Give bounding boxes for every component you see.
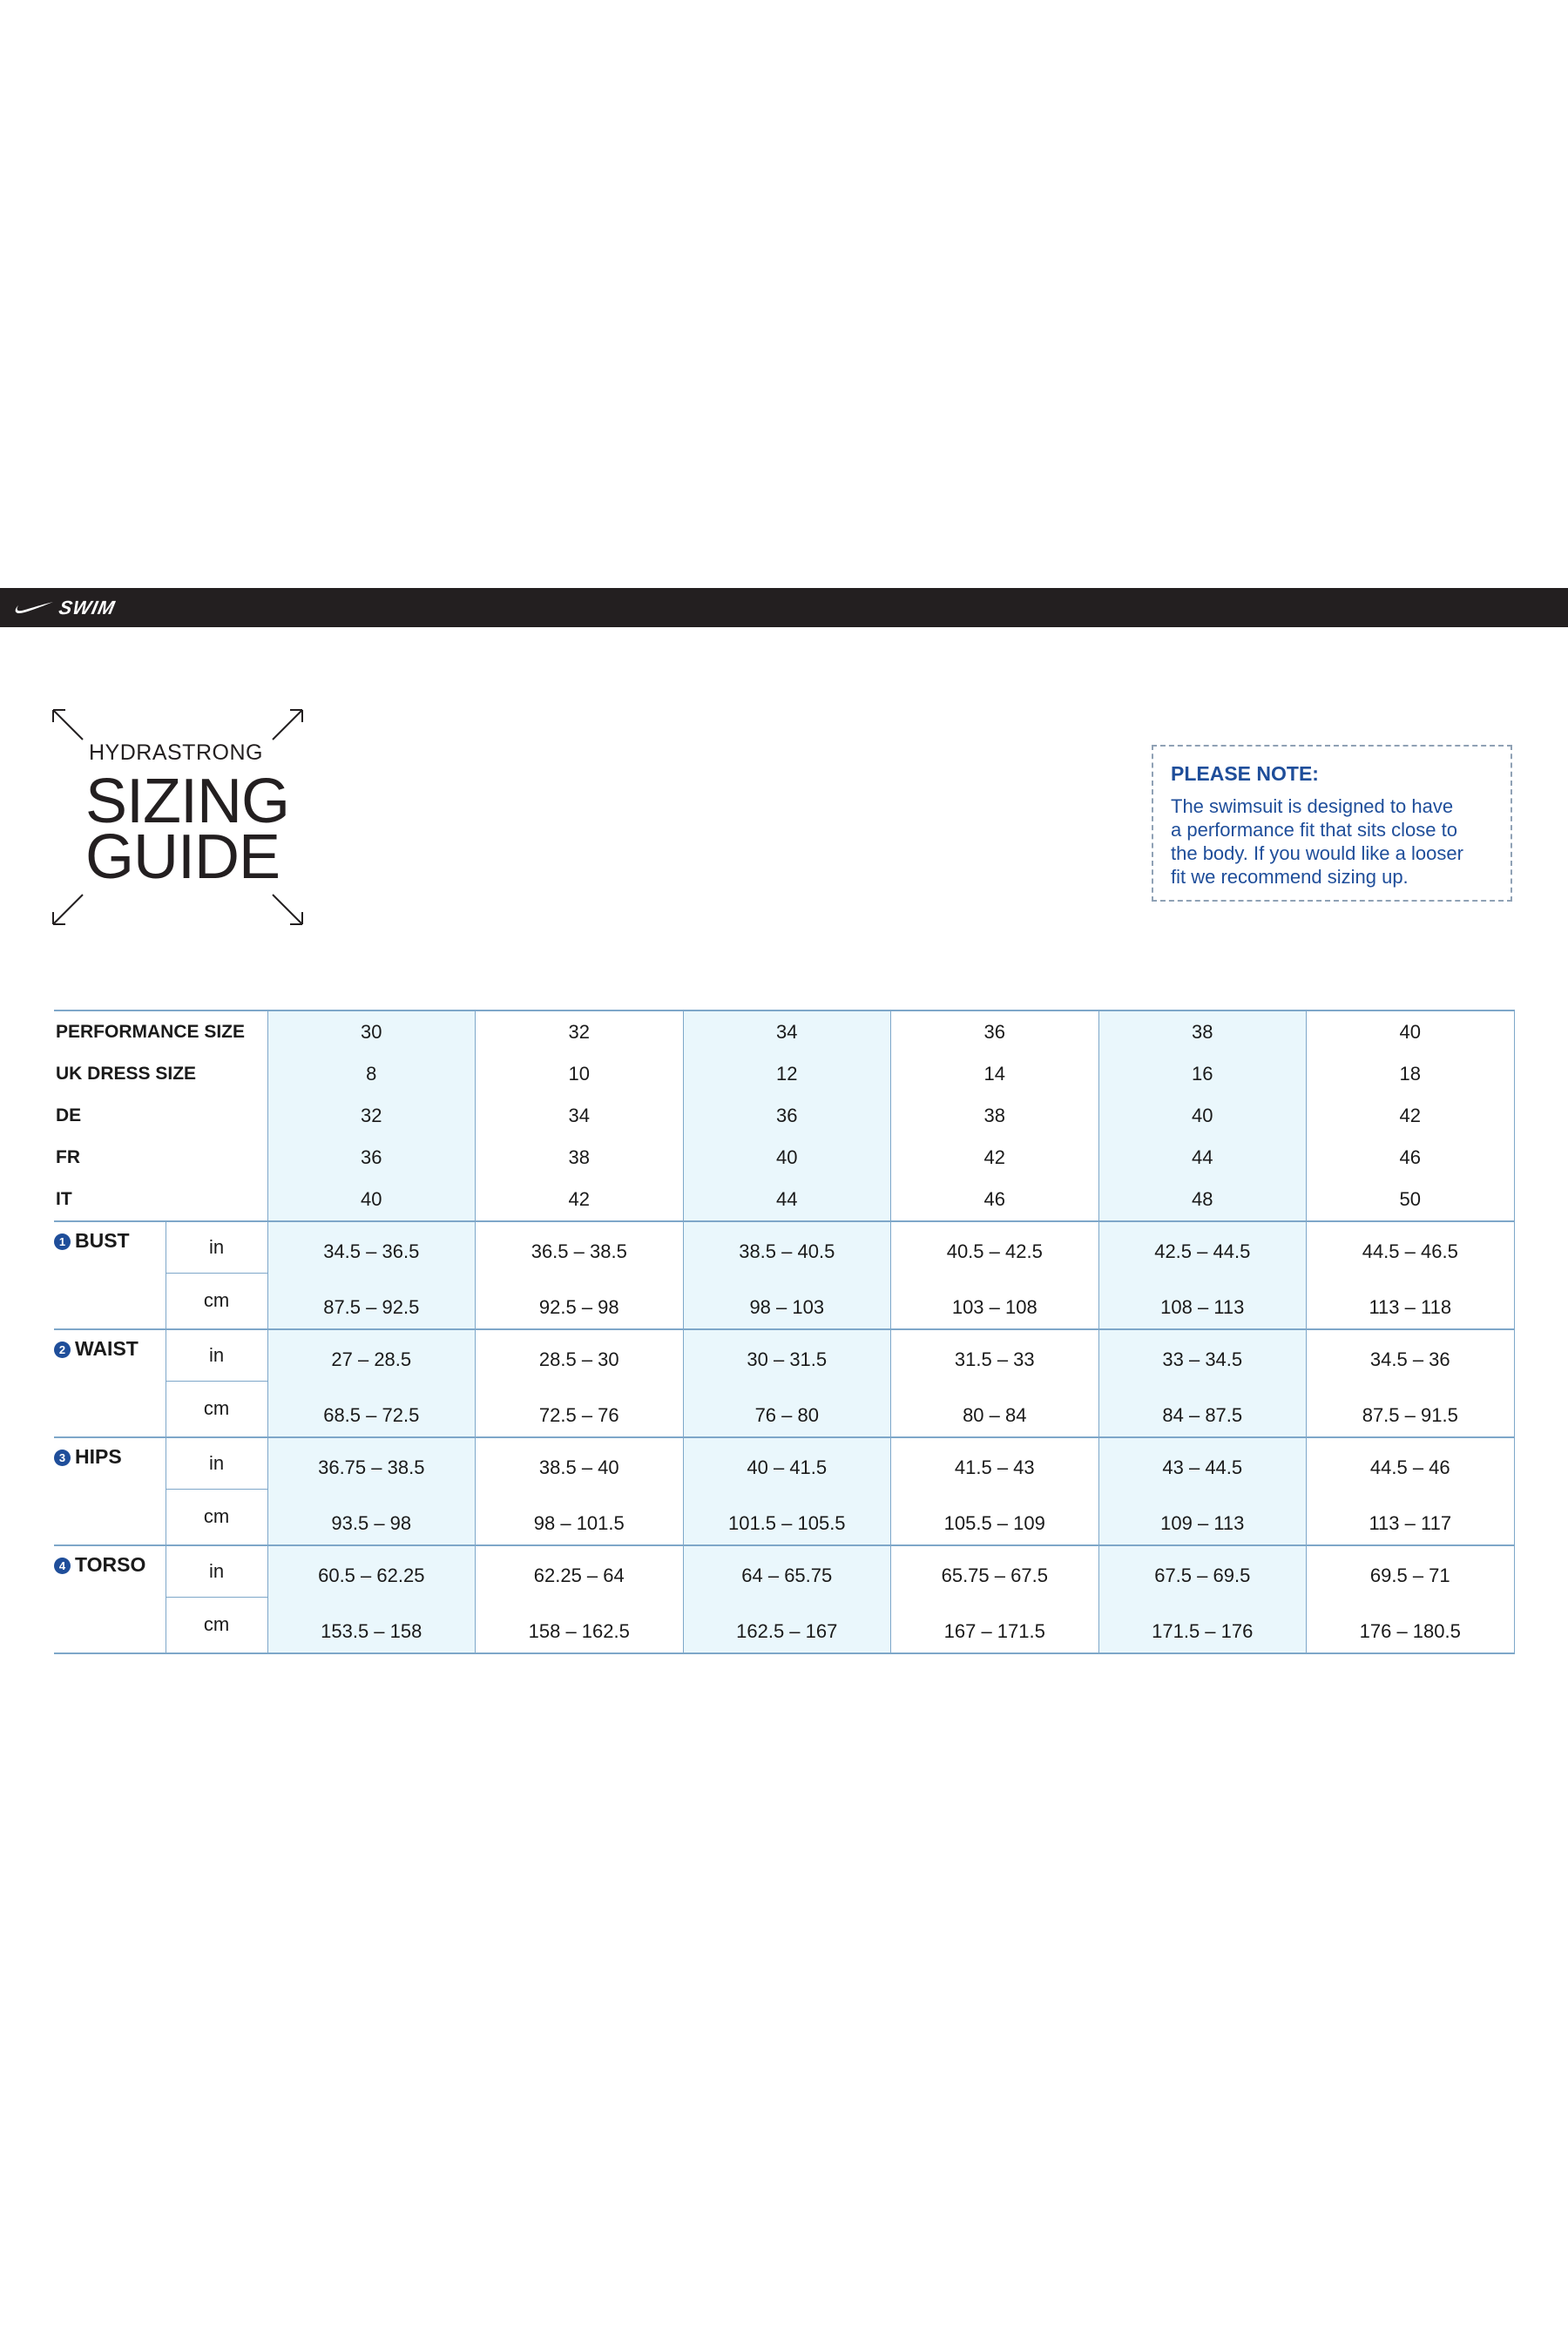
measurement-cell: 65.75 – 67.5	[891, 1545, 1099, 1597]
measurement-cell: 44.5 – 46	[1307, 1437, 1515, 1489]
size-cell: 34	[476, 1095, 684, 1137]
measurement-cell: 84 – 87.5	[1098, 1381, 1307, 1437]
size-cell: 12	[683, 1053, 891, 1095]
size-row-label: PERFORMANCE SIZE	[54, 1010, 267, 1053]
size-cell: 46	[1307, 1137, 1515, 1179]
measurement-label	[54, 1221, 166, 1329]
measurement-cell: 98 – 101.5	[476, 1489, 684, 1545]
measurement-cell: 33 – 34.5	[1098, 1329, 1307, 1381]
size-row-label: UK DRESS SIZE	[56, 1064, 197, 1084]
measurement-cell: 87.5 – 92.5	[267, 1273, 476, 1329]
size-cell: 44	[1098, 1137, 1307, 1179]
measurement-cell: 40 – 41.5	[683, 1437, 891, 1489]
measurement-cell: 80 – 84	[891, 1381, 1099, 1437]
measurement-cell: 93.5 – 98	[267, 1489, 476, 1545]
measurement-cell: 171.5 – 176	[1098, 1597, 1307, 1653]
note-line: The swimsuit is designed to have	[1171, 795, 1454, 817]
measurement-name: BUST	[75, 1229, 130, 1252]
measurement-number-badge: 3	[54, 1450, 71, 1466]
measurement-number-badge: 1	[54, 1233, 71, 1250]
measurement-cell: 64 – 65.75	[683, 1545, 891, 1597]
measurement-cell: 167 – 171.5	[891, 1597, 1099, 1653]
size-cell: 38	[891, 1095, 1099, 1137]
size-cell: 14	[891, 1053, 1099, 1095]
measurement-cell: 60.5 – 62.25	[267, 1545, 476, 1597]
measurement-cell: 103 – 108	[891, 1273, 1099, 1329]
measurement-cell: 44.5 – 46.5	[1307, 1221, 1515, 1273]
measurement-cell: 67.5 – 69.5	[1098, 1545, 1307, 1597]
note-line: fit we recommend sizing up.	[1171, 866, 1409, 888]
measurement-cell: 76 – 80	[683, 1381, 891, 1437]
size-cell: 42	[476, 1179, 684, 1221]
measurement-cell: 108 – 113	[1098, 1273, 1307, 1329]
size-cell: 40	[1098, 1095, 1307, 1137]
measurement-label	[54, 1329, 166, 1437]
measurement-cell: 72.5 – 76	[476, 1381, 684, 1437]
measurement-label	[54, 1437, 166, 1545]
measurement-cell: 30 – 31.5	[683, 1329, 891, 1381]
note-line: the body. If you would like a looser	[1171, 842, 1463, 864]
page-title-line: GUIDE	[85, 822, 280, 892]
size-row	[54, 1053, 1514, 1095]
corner-arrow-icon	[270, 707, 305, 742]
size-cell: 36	[891, 1010, 1099, 1053]
corner-arrow-icon	[270, 892, 305, 927]
measurement-cell: 28.5 – 30	[476, 1329, 684, 1381]
size-cell: 38	[1098, 1010, 1307, 1053]
size-cell: 34	[683, 1010, 891, 1053]
size-cell: 40	[683, 1137, 891, 1179]
size-cell: 18	[1307, 1053, 1515, 1095]
note-heading: PLEASE NOTE:	[1171, 762, 1319, 785]
size-cell: 32	[267, 1095, 476, 1137]
measurement-row	[54, 1489, 1514, 1545]
size-cell: 46	[891, 1179, 1099, 1221]
size-row	[54, 1137, 1514, 1179]
measurement-cell: 176 – 180.5	[1307, 1597, 1515, 1653]
measurement-cell: 105.5 – 109	[891, 1489, 1099, 1545]
measurement-cell: 68.5 – 72.5	[267, 1381, 476, 1437]
measurement-row	[54, 1381, 1514, 1437]
page-title-line: SIZING	[85, 767, 290, 836]
size-cell: 40	[267, 1179, 476, 1221]
size-cell: 42	[891, 1137, 1099, 1179]
measurement-row	[54, 1545, 1514, 1597]
size-cell: 16	[1098, 1053, 1307, 1095]
size-cell: 36	[267, 1137, 476, 1179]
measurement-cell: 162.5 – 167	[683, 1597, 891, 1653]
measurement-row	[54, 1273, 1514, 1329]
measurement-number-badge: 2	[54, 1342, 71, 1358]
size-cell: 36	[683, 1095, 891, 1137]
measurement-name: TORSO	[75, 1553, 146, 1576]
size-cell: 50	[1307, 1179, 1515, 1221]
size-row	[54, 1095, 1514, 1137]
size-chart-table	[54, 1010, 1515, 1654]
measurement-cell: 98 – 103	[683, 1273, 891, 1329]
measurement-number-badge: 4	[54, 1558, 71, 1574]
size-cell: 44	[683, 1179, 891, 1221]
measurement-row	[54, 1329, 1514, 1381]
unit-label: in	[166, 1437, 267, 1489]
measurement-cell: 62.25 – 64	[476, 1545, 684, 1597]
measurement-cell: 69.5 – 71	[1307, 1545, 1515, 1597]
size-cell: 32	[476, 1010, 684, 1053]
measurement-cell: 34.5 – 36	[1307, 1329, 1515, 1381]
measurement-label	[54, 1545, 166, 1653]
size-row-label: FR	[56, 1147, 80, 1167]
unit-label: cm	[166, 1273, 267, 1329]
size-cell: 38	[476, 1137, 684, 1179]
size-row	[54, 1179, 1514, 1221]
unit-label: in	[166, 1329, 267, 1381]
unit-label: in	[166, 1545, 267, 1597]
page-title	[85, 767, 290, 892]
measurement-cell: 113 – 117	[1307, 1489, 1515, 1545]
sizing-guide-title-block	[51, 707, 305, 927]
size-cell: 10	[476, 1053, 684, 1095]
size-cell: 48	[1098, 1179, 1307, 1221]
measurement-cell: 31.5 – 33	[891, 1329, 1099, 1381]
measurement-cell: 101.5 – 105.5	[683, 1489, 891, 1545]
measurement-cell: 41.5 – 43	[891, 1437, 1099, 1489]
fit-note	[1152, 745, 1512, 902]
measurement-row	[54, 1221, 1514, 1273]
unit-label: cm	[166, 1489, 267, 1545]
measurement-cell: 36.75 – 38.5	[267, 1437, 476, 1489]
measurement-name: HIPS	[75, 1445, 122, 1468]
measurement-cell: 87.5 – 91.5	[1307, 1381, 1515, 1437]
brand-bar	[0, 588, 1568, 627]
size-row-label: IT	[56, 1189, 72, 1209]
size-row-label: DE	[56, 1105, 82, 1125]
size-cell: 30	[267, 1010, 476, 1053]
corner-arrow-icon	[51, 707, 85, 742]
measurement-cell: 92.5 – 98	[476, 1273, 684, 1329]
measurement-cell: 38.5 – 40	[476, 1437, 684, 1489]
measurement-cell: 43 – 44.5	[1098, 1437, 1307, 1489]
measurement-cell: 42.5 – 44.5	[1098, 1221, 1307, 1273]
measurement-row	[54, 1597, 1514, 1653]
unit-label: cm	[166, 1381, 267, 1437]
measurement-cell: 40.5 – 42.5	[891, 1221, 1099, 1273]
corner-arrow-icon	[51, 892, 85, 927]
measurement-cell: 36.5 – 38.5	[476, 1221, 684, 1273]
measurement-cell: 158 – 162.5	[476, 1597, 684, 1653]
measurement-row	[54, 1437, 1514, 1489]
measurement-cell: 153.5 – 158	[267, 1597, 476, 1653]
measurement-cell: 113 – 118	[1307, 1273, 1515, 1329]
note-body	[1171, 794, 1493, 889]
swoosh-icon	[14, 600, 54, 616]
unit-label: cm	[166, 1597, 267, 1653]
measurement-cell: 109 – 113	[1098, 1489, 1307, 1545]
size-row	[54, 1010, 1514, 1053]
measurement-cell: 34.5 – 36.5	[267, 1221, 476, 1273]
size-cell: 8	[267, 1053, 476, 1095]
size-cell: 40	[1307, 1010, 1515, 1053]
measurement-name: WAIST	[75, 1337, 139, 1360]
brand-logo	[14, 596, 118, 620]
measurement-cell: 38.5 – 40.5	[683, 1221, 891, 1273]
brand-text: SWIM	[57, 597, 118, 618]
unit-label: in	[166, 1221, 267, 1273]
note-line: a performance fit that sits close to	[1171, 819, 1457, 841]
size-cell: 42	[1307, 1095, 1515, 1137]
product-name: HYDRASTRONG	[89, 740, 263, 765]
measurement-cell: 27 – 28.5	[267, 1329, 476, 1381]
